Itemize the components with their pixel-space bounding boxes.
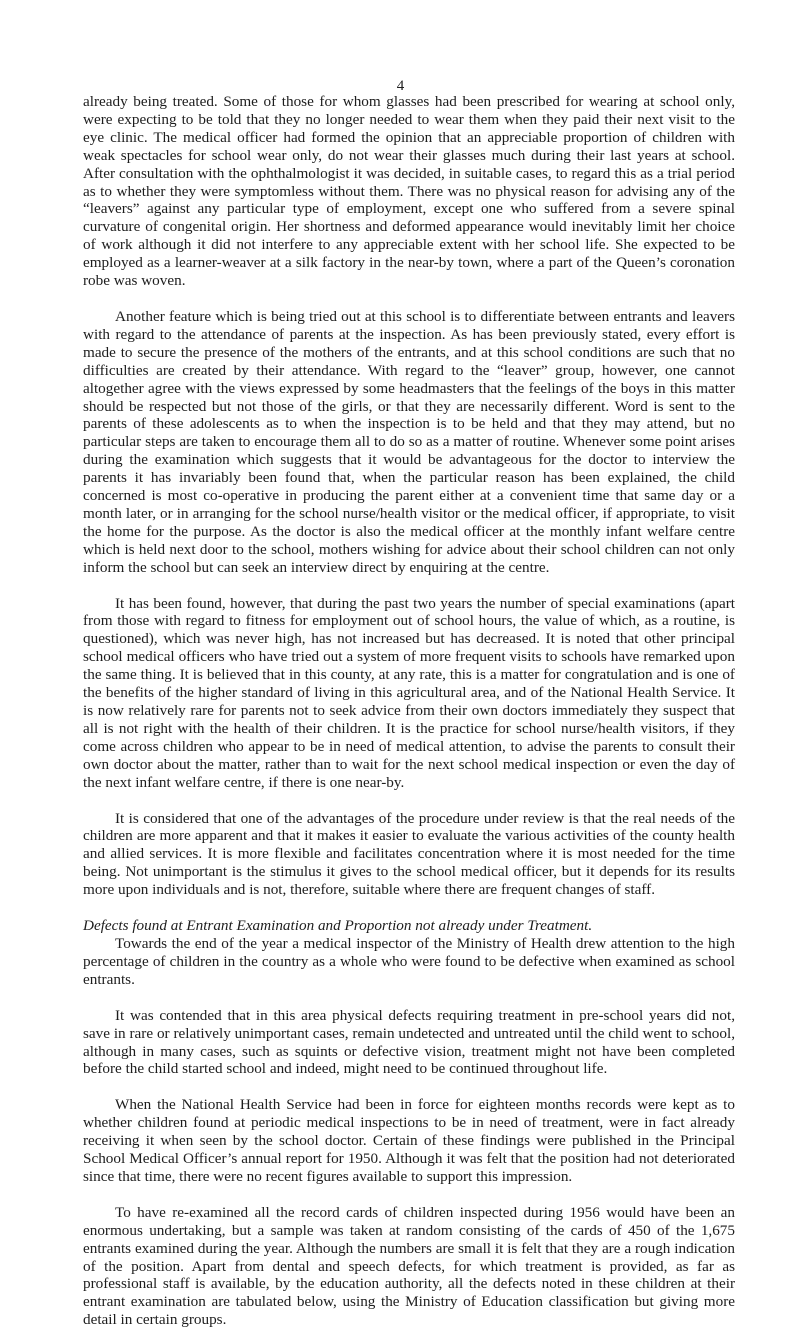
- paragraph-ministry-inspector: Towards the end of the year a medical inspector of the Ministry of Health drew attention to the high percentage of children in the country as a whole who were found to be defective when examined as school entrants.: [83, 934, 735, 988]
- paragraph-glasses-and-leavers: already being treated. Some of those for whom glasses had been prescribed for wearing at school only, were expecting to be told that they no longer needed to wear them when they paid their next visit to the eye clinic. The medical officer had formed the opinion that an appreciable proportion of children with weak spectacles for school wear only, do not wear their glasses much during their last years at school. After consultation with the ophthalmologist it was decided, in suitable cases, to regard this as a trial period as to whether they were symptomless without them. There was no physical reason for advising any of the “leavers” against any particular type of employment, except one who suffered from a severe spinal curvature of congenital origin. Her shortness and deformed appearance would inevitably limit her choice of work although it did not interfere to any appreciable extent with her school life. She expected to be employed as a learner-weaver at a silk factory in the near-by town, where a part of the Queen’s coronation robe was woven.: [83, 93, 735, 290]
- page-number: 4: [396, 78, 405, 94]
- body-text: [83, 93, 735, 1329]
- paragraph-sample-records: To have re-examined all the record cards of children inspected during 1956 would have been an enormous undertaking, but a sample was taken at random consisting of the cards of 450 of the 1,675 entrants examined during the year. Although the numbers are small it is felt that they are a rough indication of the position. Apart from dental and speech defects, for which treatment is provided, as far as professional staff is available, by the education authority, all the defects noted in these children at their entrant examination are tabulated below, using the Ministry of Education classification but giving more detail in certain groups.: [83, 1203, 735, 1329]
- paragraph-parent-attendance: Another feature which is being tried out at this school is to differentiate between entrants and leavers with regard to the attendance of parents at the inspection. As has been previously stated, every effort is made to secure the presence of the mothers of the entrants, and at this school conditions are such that no difficulties are created by their attendance. With regard to the “leaver” group, however, one cannot altogether agree with the views expressed by some headmasters that the feelings of the boys in this matter should be respected but not those of the girls, or that they are necessarily different. Word is sent to the parents of these adolescents as to when the inspection is to be held and that they may attend, but no particular steps are taken to encourage them all to do so as a matter of routine. Whenever some point arises during the examination which suggests that it would be advantageous for the doctor to interview the parents it has invariably been found that, when the particular reason has been explained, the child concerned is most co-operative in producing the parent either at a convenient time that same day or a month later, or in arranging for the school nurse/health visitor or the medical officer, if appropriate, to visit the home for the purpose. As the doctor is also the medical officer at the monthly infant welfare centre which is held next door to the school, mothers wishing for advice about their school children can not only inform the school but can seek an interview direct by enquiring at the centre.: [83, 307, 735, 576]
- paragraph-physical-defects: It was contended that in this area physical defects requiring treatment in pre-school years did not, save in rare or relatively unimportant cases, remain undetected and untreated until the child went to school, although in many cases, such as squints or defective vision, treatment might not have been completed before the child started school and indeed, might need to be continued throughout life.: [83, 1006, 735, 1078]
- paragraph-special-examinations: It has been found, however, that during the past two years the number of special examinations (apart from those with regard to fitness for employment out of school hours, the value of which, as a routine, is questioned), which was never high, has not increased but has decreased. It is noted that other principal school medical officers who have tried out a system of more frequent visits to schools have remarked upon the same thing. It is believed that in this county, at any rate, this is a matter for congratulation and is one of the benefits of the higher standard of living in this agricultural area, and of the National Health Service. It is now relatively rare for parents not to seek advice from their own doctors immediately they suspect that all is not right with the health of their children. It is the practice for school nurse/health visitors, if they come across children who appear to be in need of medical attention, to advise the parents to consult their own doctor about the matter, rather than to wait for the next school medical inspection or even the day of the next infant welfare centre, if there is one near-by.: [83, 594, 735, 791]
- paragraph-records-kept: When the National Health Service had been in force for eighteen months records were kept as to whether children found at periodic medical inspections to be in need of treatment, were in fact already receiving it when seen by the school doctor. Certain of these findings were published in the Principal School Medical Officer’s annual report for 1950. Although it was felt that the position had not deteriorated since that time, there were no recent figures available to support this impression.: [83, 1096, 735, 1185]
- section-heading: Defects found at Entrant Examination and Proportion not already under Treatment.: [83, 917, 593, 935]
- paragraph-procedure-advantages: It is considered that one of the advantages of the procedure under review is that the real needs of the children are more apparent and that it makes it easier to evaluate the various activities of the county health and allied services. It is more flexible and facilitates concentration where it is most needed for the time being. Not unimportant is the stimulus it gives to the school medical officer, but it depends for its results more upon individuals and is not, therefore, suitable where there are frequent changes of staff.: [83, 809, 735, 899]
